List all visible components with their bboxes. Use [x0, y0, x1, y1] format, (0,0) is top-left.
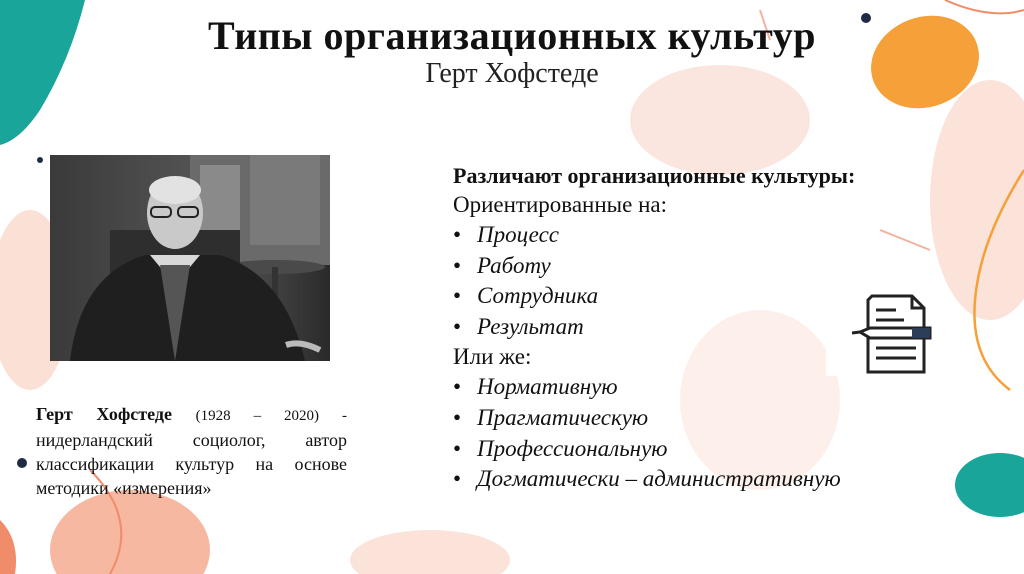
- caption-description: нидерландский социолог, автор классификации культур на основе методики «измерения»: [36, 430, 347, 498]
- list-item: • Догматически – административную: [453, 466, 841, 492]
- teal-blob: [955, 453, 1024, 517]
- list-item: • Нормативную: [453, 374, 618, 400]
- caption-name: Герт Хофстеде: [36, 404, 172, 424]
- page-title: Типы организационных культур: [208, 13, 816, 58]
- list-heading: Различают организационные культуры:: [453, 163, 856, 188]
- photo-caption: [36, 402, 347, 500]
- list-item: • Сотрудника: [453, 283, 599, 309]
- list-intro-or: Или же:: [453, 344, 532, 370]
- list-item: • Процесс: [453, 222, 560, 247]
- document-edit-icon: [826, 292, 944, 376]
- list-item: • Результат: [453, 313, 584, 339]
- peach-circle: [50, 490, 210, 574]
- pink-blob: [350, 530, 510, 574]
- list-item: • Работу: [453, 252, 551, 278]
- portrait-photo: [50, 155, 330, 361]
- navy-dot: [17, 458, 27, 468]
- list-item: • Профессиональную: [453, 435, 668, 461]
- navy-dot: [37, 157, 43, 163]
- page-subtitle: Герт Хофстеде: [425, 58, 599, 89]
- coral-blob: [0, 520, 16, 574]
- caption-years: (1928 – 2020) -: [195, 408, 347, 424]
- list-item: • Прагматическую: [453, 404, 649, 430]
- list-intro-oriented: Ориентированные на:: [453, 192, 667, 217]
